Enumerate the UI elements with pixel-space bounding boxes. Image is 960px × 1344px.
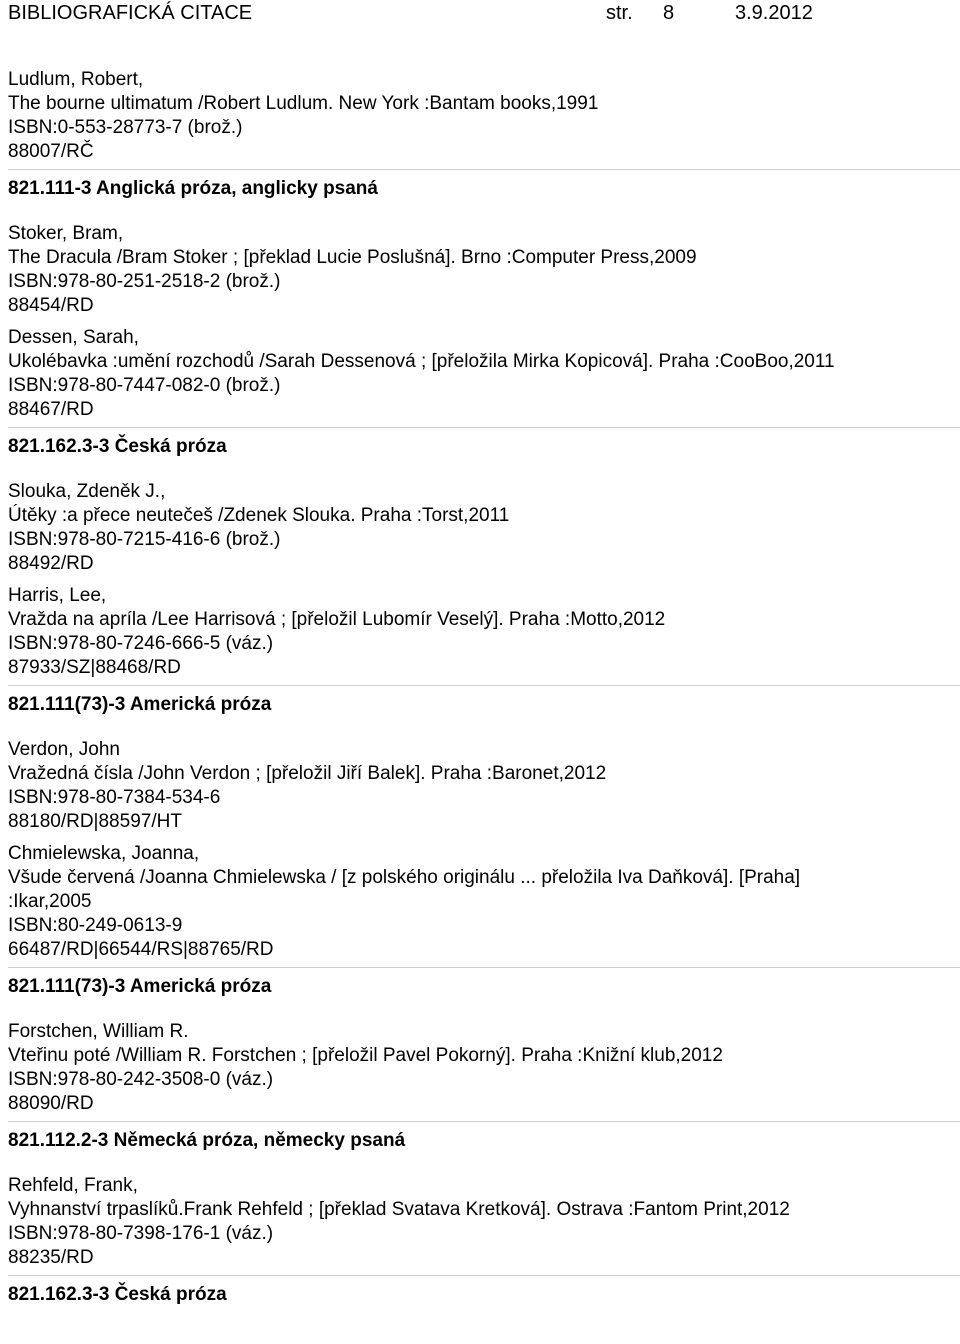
citation-entry: [8, 68, 953, 164]
section-heading: 821.162.3-3 Česká próza: [8, 436, 227, 457]
citation-line: The bourne ultimatum /Robert Ludlum. New York :Bantam books,1991: [8, 93, 599, 114]
citation-entry: [8, 584, 953, 680]
citation-line: 88090/RD: [8, 1093, 94, 1114]
section-divider: [8, 169, 960, 170]
citation-line: Slouka, Zdeněk J.,: [8, 481, 166, 502]
section-divider: [8, 685, 960, 686]
citation-line: ISBN:978-80-7246-666-5 (váz.): [8, 633, 274, 654]
citation-entry: [8, 738, 953, 834]
citation-line: Forstchen, William R.: [8, 1021, 189, 1042]
header-title: BIBLIOGRAFICKÁ CITACE: [8, 2, 253, 24]
section-divider: [8, 967, 960, 968]
citation-line: Verdon, John: [8, 739, 120, 760]
header-date: 3.9.2012: [735, 2, 813, 24]
citation-line: 88467/RD: [8, 399, 94, 420]
citation-line: Rehfeld, Frank,: [8, 1175, 138, 1196]
page-number: 8: [663, 2, 675, 24]
section-divider: [8, 1275, 960, 1276]
citation-entry: [8, 222, 953, 318]
citation-line: Stoker, Bram,: [8, 223, 124, 244]
citation-line: Chmielewska, Joanna,: [8, 843, 200, 864]
citation-line: 87933/SZ|88468/RD: [8, 657, 181, 678]
section-heading: 821.112.2-3 Německá próza, německy psaná: [8, 1130, 406, 1151]
citation-entry: [8, 842, 953, 962]
citation-entry: [8, 1020, 953, 1116]
citation-line: ISBN:978-80-7398-176-1 (váz.): [8, 1223, 274, 1244]
citation-line: ISBN:978-80-7447-082-0 (brož.): [8, 375, 281, 396]
citation-line: ISBN:80-249-0613-9: [8, 915, 183, 936]
citation-line: Ludlum, Robert,: [8, 69, 144, 90]
citation-line: The Dracula /Bram Stoker ; [překlad Lucie Poslušná]. Brno :Computer Press,2009: [8, 247, 697, 268]
citation-list: [8, 68, 953, 1328]
citation-entry: [8, 480, 953, 576]
citation-line: 88007/RČ: [8, 141, 94, 162]
page-label: str.: [606, 2, 633, 24]
citation-line: 88180/RD|88597/HT: [8, 811, 182, 832]
citation-line: 88492/RD: [8, 553, 94, 574]
section-heading: 821.111(73)-3 Americká próza: [8, 976, 272, 997]
citation-line: ISBN:978-80-242-3508-0 (váz.): [8, 1069, 274, 1090]
citation-line: Útěky :a přece neutečeš /Zdenek Slouka. Praha :Torst,2011: [8, 505, 510, 526]
citation-line: Vteřinu poté /William R. Forstchen ; [přeložil Pavel Pokorný]. Praha :Knižní klub,2012: [8, 1045, 723, 1066]
citation-line: 66487/RD|66544/RS|88765/RD: [8, 939, 274, 960]
citation-line: 88235/RD: [8, 1247, 94, 1268]
citation-line: Dessen, Sarah,: [8, 327, 139, 348]
citation-line: ISBN:978-80-7384-534-6: [8, 787, 221, 808]
citation-line: Vražedná čísla /John Verdon ; [přeložil Jiří Balek]. Praha :Baronet,2012: [8, 763, 607, 784]
citation-line: Harris, Lee,: [8, 585, 107, 606]
section-heading: 821.111(73)-3 Americká próza: [8, 694, 272, 715]
citation-line: Vyhnanství trpaslíků.Frank Rehfeld ; [překlad Svatava Kretková]. Ostrava :Fantom Print,2012: [8, 1199, 790, 1220]
section-heading: 821.111-3 Anglická próza, anglicky psaná: [8, 178, 378, 199]
citation-line: :Ikar,2005: [8, 891, 92, 912]
citation-line: ISBN:978-80-251-2518-2 (brož.): [8, 271, 281, 292]
citation-line: Ukolébavka :umění rozchodů /Sarah Dessenová ; [přeložila Mirka Kopicová]. Praha :CooBoo,2011: [8, 351, 835, 372]
citation-line: ISBN:0-553-28773-7 (brož.): [8, 117, 243, 138]
citation-entry: [8, 1174, 953, 1270]
citation-line: Vražda na apríla /Lee Harrisová ; [přeložil Lubomír Veselý]. Praha :Motto,2012: [8, 609, 666, 630]
citation-entry: [8, 326, 953, 422]
section-divider: [8, 427, 960, 428]
section-heading: 821.162.3-3 Česká próza: [8, 1284, 227, 1305]
citation-line: Všude červená /Joanna Chmielewska / [z polského originálu ... přeložila Iva Daňková]. [Praha]: [8, 867, 801, 888]
citation-line: ISBN:978-80-7215-416-6 (brož.): [8, 529, 281, 550]
page-header: [8, 0, 948, 28]
section-divider: [8, 1121, 960, 1122]
citation-line: 88454/RD: [8, 295, 94, 316]
